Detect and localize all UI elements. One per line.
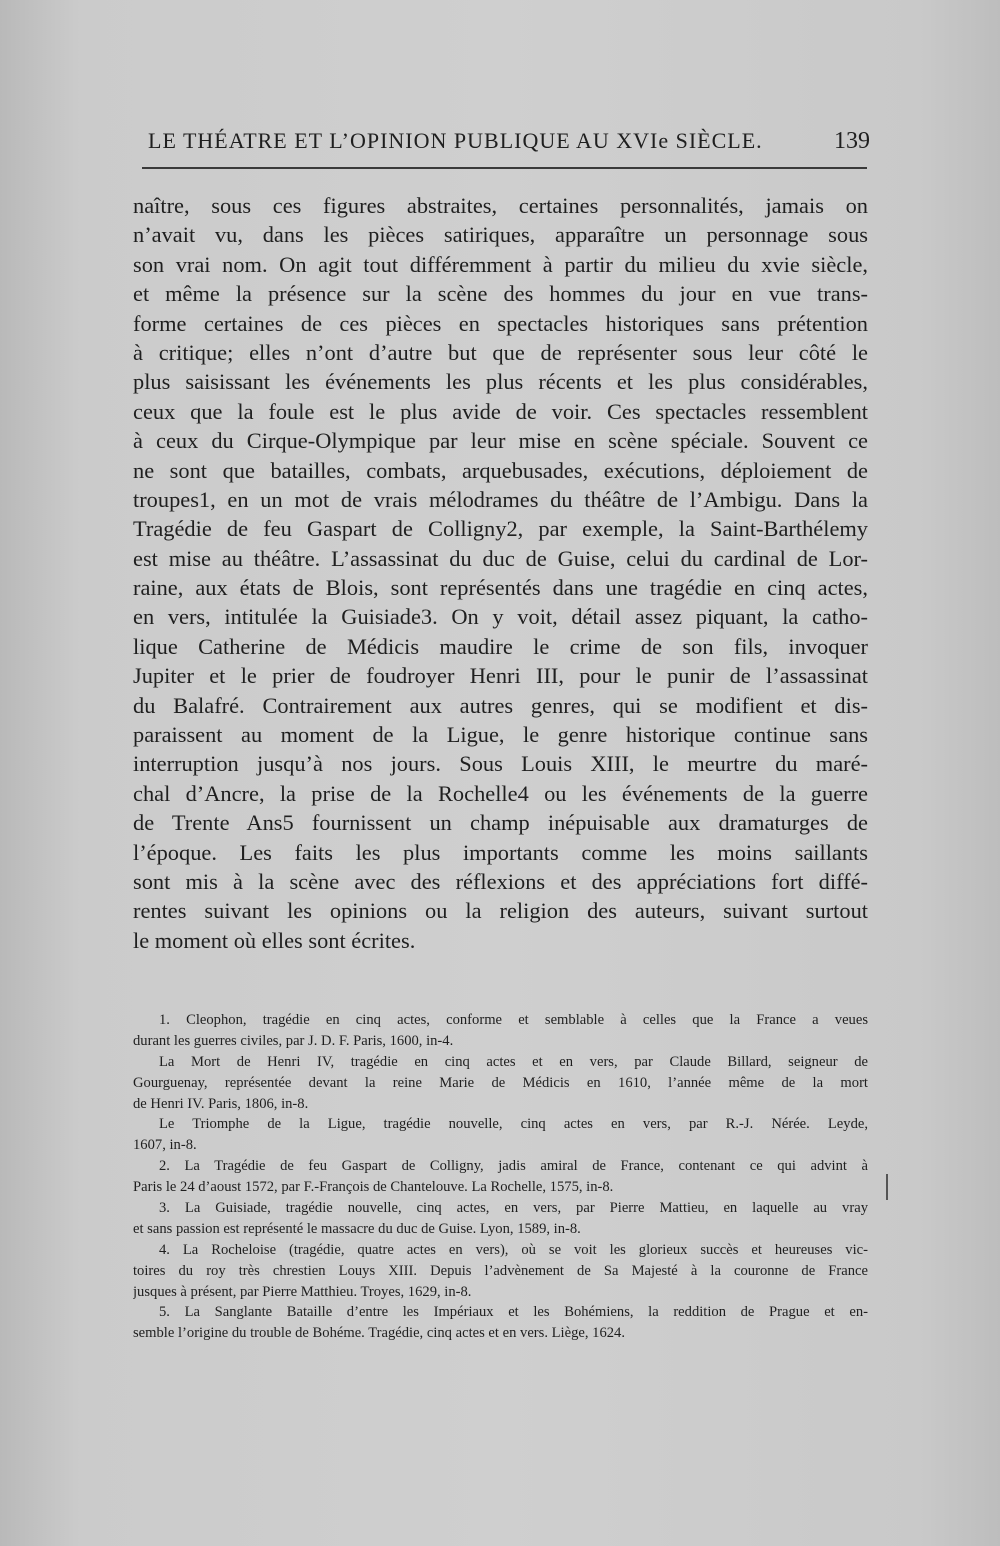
footnotes [133,1010,868,1344]
body-line: forme certaines de ces pièces en spectacles historiques sans prétention [133,310,868,336]
body-line: sont mis à la scène avec des réflexions et des appréciations fort diffé- [133,868,868,894]
body-line: son vrai nom. On agit tout différemment à partir du milieu du xvie siècle, [133,251,868,277]
body-line: raine, aux états de Blois, sont représentés dans une tragédie en cinq actes, [133,575,868,601]
body-line: l’époque. Les faits les plus importants comme les moins saillants [133,839,868,865]
footnote-line: toires du roy très chrestien Louys XIII. Depuis l’advènement de Sa Majesté à la couronne de France [133,1262,868,1279]
footnote-line: Paris le 24 d’aoust 1572, par F.-François de Chantelouve. La Rochelle, 1575, in-8. [133,1179,614,1196]
body-line: ne sont que batailles, combats, arquebusades, exécutions, déploiement de [133,457,868,483]
body-line: paraissent au moment de la Ligue, le genre historique continue sans [133,722,868,748]
footnote-line: 2. La Tragédie de feu Gaspart de Colligny, jadis amiral de France, contenant ce qui advint à [159,1158,868,1175]
body-line: rentes suivant les opinions ou la religion des auteurs, suivant surtout [133,898,868,924]
body-line: troupes1, en un mot de vrais mélodrames du théâtre de l’Ambigu. Dans la [133,486,868,512]
footnote-line: durant les guerres civiles, par J. D. F. Paris, 1600, in-4. [133,1032,454,1049]
footnote-line: 3. La Guisiade, tragédie nouvelle, cinq actes, en vers, par Pierre Mattieu, en laquelle au vray [159,1200,868,1217]
body-line: n’avait vu, dans les pièces satiriques, apparaître un personnage sous [133,222,868,248]
body-text [133,191,868,955]
body-line: plus saisissant les événements les plus récents et les plus considérables, [133,369,868,395]
footnote-line: Gourguenay, représentée devant la reine Marie de Médicis en 1610, l’année même de la mort [133,1074,868,1091]
body-line: Tragédie de feu Gaspart de Colligny2, par exemple, la Saint-Barthélemy [133,516,868,542]
header-rule [142,167,867,169]
body-line: naître, sous ces figures abstraites, certaines personnalités, jamais on [133,193,868,218]
body-line: interruption jusqu’à nos jours. Sous Louis XIII, le meurtre du maré- [133,751,868,777]
body-line: à ceux du Cirque-Olympique par leur mise en scène spéciale. Souvent ce [133,428,868,454]
footnote-line: 5. La Sanglante Bataille d’entre les Impériaux et les Bohémiens, la reddition de Prague et en- [159,1304,868,1321]
body-line: en vers, intitulée la Guisiade3. On y voit, détail assez piquant, la catho- [133,604,868,630]
footnote-line: et sans passion est représenté le massacre du duc de Guise. Lyon, 1589, in-8. [133,1220,581,1237]
footnote-line: de Henri IV. Paris, 1806, in-8. [133,1095,309,1112]
body-line: ceux que la foule est le plus avide de voir. Ces spectacles ressemblent [133,398,868,424]
footnote-line: semble l’origine du trouble de Bohéme. Tragédie, cinq actes et en vers. Liège, 1624. [133,1325,625,1342]
running-header [148,128,870,155]
footnote-line: La Mort de Henri IV, tragédie en cinq actes et en vers, par Claude Billard, seigneur de [159,1053,868,1070]
page-number: 139 [834,128,870,154]
footnote-line: jusques à présent, par Pierre Matthieu. Troyes, 1629, in-8. [133,1283,472,1300]
footnote-line: 1607, in-8. [133,1137,197,1154]
body-line: du Balafré. Contrairement aux autres genres, qui se modifient et dis- [133,692,868,718]
body-line: lique Catherine de Médicis maudire le crime de son fils, invoquer [133,633,868,659]
body-line: et même la présence sur la scène des hommes du jour en vue trans- [133,281,868,307]
body-line: à critique; elles n’ont d’autre but que de représenter sous leur côté le [133,339,868,365]
body-line: est mise au théâtre. L’assassinat du duc de Guise, celui du cardinal de Lor- [133,545,868,571]
footnote-line: 4. La Rocheloise (tragédie, quatre actes en vers), où se voit les glorieux succès et heureuses vic- [159,1241,868,1258]
margin-mark [886,1174,888,1200]
body-line: le moment où elles sont écrites. [133,927,416,953]
running-title: LE THÉATRE ET L’OPINION PUBLIQUE AU XVIe SIÈCLE. [148,128,763,153]
body-line: Jupiter et le prier de foudroyer Henri III, pour le punir de l’assassinat [133,663,868,689]
body-line: de Trente Ans5 fournissent un champ inépuisable aux dramaturges de [133,810,868,836]
footnote-line: 1. Cleophon, tragédie en cinq actes, conforme et semblable à celles que la France a veues [159,1012,868,1028]
footnote-line: Le Triomphe de la Ligue, tragédie nouvelle, cinq actes en vers, par R.-J. Nérée. Leyde, [159,1116,868,1133]
body-line: chal d’Ancre, la prise de la Rochelle4 ou les événements de la guerre [133,780,868,806]
